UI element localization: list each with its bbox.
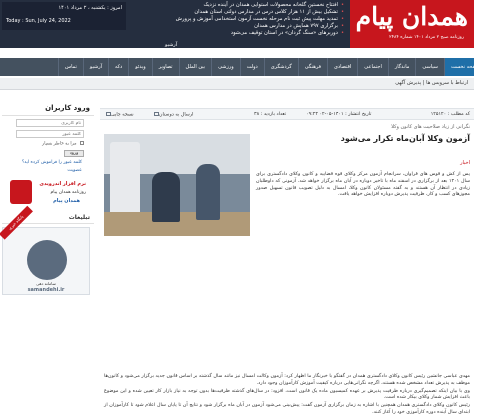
register-link[interactable]: عضویت	[67, 167, 82, 173]
app-icon	[10, 180, 32, 204]
article-paragraph: رئیس کانون وکلای دادگستری همدان همچنین با اشاره به زمان برگزاری آزمون گفت: پیش‌بینی می‌شود آزمون در آبان ماه برگزار شود و نتایج آن تا پایان سال اعلام شود تا کارآموزان از ابتدای سال آینده دوره کارآموزی خود را آغاز کنند.	[104, 403, 470, 415]
login-button[interactable]: ورود	[64, 150, 84, 157]
main-nav	[0, 58, 479, 76]
logo-text: همدان پیام	[355, 2, 468, 31]
article-meta-bar	[100, 108, 474, 120]
app-banner-title: نرم افزار اندرویدی	[39, 180, 86, 187]
ticker-headline[interactable]: • برگزاری ۷۹۷ همایش در مدارس همدان	[132, 23, 346, 30]
flag-shape	[110, 142, 140, 222]
article-kicker: نگرانی از زیاد صلاحیت های کانون وکلا	[391, 124, 470, 130]
left-sidebar	[2, 104, 94, 295]
nav-item-video[interactable]: ویدئو	[128, 58, 151, 76]
sub-nav	[0, 78, 474, 90]
app-banner-subtitle: روزنامه همدان پیام	[50, 189, 86, 195]
print-label: نسخه چاپی	[111, 112, 134, 118]
remember-row[interactable]	[16, 141, 84, 147]
article-code: کد مطلب : ۱۲۵۱۲۰	[430, 112, 470, 117]
send-to-friends-link[interactable]	[152, 112, 193, 118]
archive-link[interactable]: آرشیو	[165, 42, 178, 48]
remember-checkbox[interactable]	[80, 141, 84, 145]
nav-item-international[interactable]: بین الملل	[179, 58, 212, 76]
ad-site: samandehi.ir	[27, 286, 65, 293]
ad-caption: سامانه دهی	[36, 280, 56, 286]
nav-item-mandegar[interactable]: ماندگار	[388, 58, 416, 76]
nav-item-kiosk[interactable]: دکه	[108, 58, 128, 76]
date-fa: امروز : یکشنبه ، ۲ مرداد ۱۴۰۱	[58, 5, 122, 11]
nav-item-home[interactable]: صفحه نخست	[444, 58, 474, 76]
nav-item-culture[interactable]: فرهنگی	[298, 58, 327, 76]
password-input[interactable]	[16, 130, 84, 138]
article-headline: آزمون وکلا آبان‌ماه تکرار می‌شود	[340, 134, 470, 143]
nav-item-government[interactable]: دولت	[240, 58, 264, 76]
nav-item-social[interactable]: اجتماعی	[357, 58, 388, 76]
nav-item-politics[interactable]: سیاسی	[415, 58, 444, 76]
site-logo[interactable]	[350, 0, 474, 48]
nav-item-economy[interactable]: اقتصادی	[327, 58, 357, 76]
nav-item-contact[interactable]: تماس	[58, 58, 83, 76]
username-input[interactable]	[16, 119, 84, 127]
article-paragraph: مهدی عباسی جانشین رئیس کانون وکلای دادگستری همدان در گفتگو با خبرنگار ما اظهار کرد: آزمون وکالت امسال نیز مانند سال گذشته بر اساس قانون جدید برگزار می‌شود و کانون‌ها موظف به پذیرش تعداد مشخص شده هستند، اگرچه نگرانی‌هایی درباره کیفیت آموزش کارآموزان وجود دارد.	[104, 374, 470, 386]
nav-item-sports[interactable]: ورزشی	[211, 58, 240, 76]
seal-icon	[27, 240, 67, 280]
article-body	[104, 374, 470, 418]
remember-label: مرا به خاطر بسپار	[42, 141, 77, 147]
logo-subtitle: روزنامه صبح ۲ مرداد ۱۴۰۱ شماره ۲۴۸۴	[389, 35, 464, 40]
ticker-headline[interactable]: • افتتاح نخستین گلخانه محصولات استوایی همدان در آینده نزدیک	[132, 2, 346, 9]
site-header	[0, 0, 474, 48]
nav-item-photos[interactable]: تصاویر	[152, 58, 179, 76]
ticker-headline[interactable]: • تمدید مهلت پیش ثبت نام مرحله نخست آزمون استخدامی آموزش و پرورش	[132, 16, 346, 23]
date-box	[2, 2, 126, 30]
sub-nav-links[interactable]: ارتباط با سرویس ها | پذیرش آگهی	[395, 80, 468, 86]
ticker-headline[interactable]: • تشکیل بیش از ۱۱ هزار کلاس درس در مدارس دولتی استان همدان	[132, 9, 346, 16]
examinee-figure	[152, 172, 180, 222]
date-en: Today : Sun, July 24, 2022	[6, 18, 71, 24]
forgot-password-link[interactable]: کلمه عبور را فراموش کرده اید؟	[21, 159, 82, 165]
article-photo	[104, 134, 250, 236]
android-app-banner[interactable]	[2, 178, 90, 208]
ticker-headline[interactable]: • دوربرهای «سنگ گردان» در استان توقیف می‌شود	[132, 30, 346, 37]
nav-item-tourism[interactable]: گردشگری	[264, 58, 298, 76]
publish-date: تاریخ انتشار : ۱۴۰۱-۰۵-۰۲ ۰۹:۲۴	[306, 112, 372, 117]
article-paragraph: وی با بیان اینکه تصمیم‌گیری درباره ظرفیت پذیرش بر عهده کمیسیون ماده یک قانون است، افزود: در سال‌های گذشته ظرفیت‌ها بدون توجه به نیاز بازار کار تعیین شده و این موضوع باعث افزایش شمار وکلای بیکار شده است.	[104, 388, 470, 401]
visit-count: تعداد بازدید : ۳۸	[254, 112, 287, 117]
article-section[interactable]: اخبار	[460, 160, 470, 166]
ads-title: تبلیغات	[2, 214, 94, 224]
ad-ribbon: پایگاه خبری	[0, 205, 33, 239]
examinee-figure	[196, 164, 220, 220]
send-label: ارسال به دوستان	[159, 112, 194, 118]
print-version-link[interactable]	[104, 112, 134, 118]
app-banner-brand: همدان پیام	[53, 197, 80, 204]
article-lead: پس از کش و قوس های فراوان، سرانجام آزمون مرکز وکلای قوه قضاییه و کانون وکلای دادگستری برای سال ۱۴۰۱ بعد از برگزاری در اسفند ماه با تاخیر دوباره در آبان ماه برگزار خواهد شد. آزمونی که داوطلبان زیادی در انتظار آن هستند و به گفته مسئولان کانون وکلا، امسال به دلیل تصویب قانون تسهیل صدور مجوزهای کسب و کار، ظرفیت پذیرش دوباره افزایش خواهد یافت.	[256, 172, 470, 198]
login-title: ورود کاربران	[2, 104, 94, 116]
nav-item-archive[interactable]: آرشیو	[83, 58, 108, 76]
